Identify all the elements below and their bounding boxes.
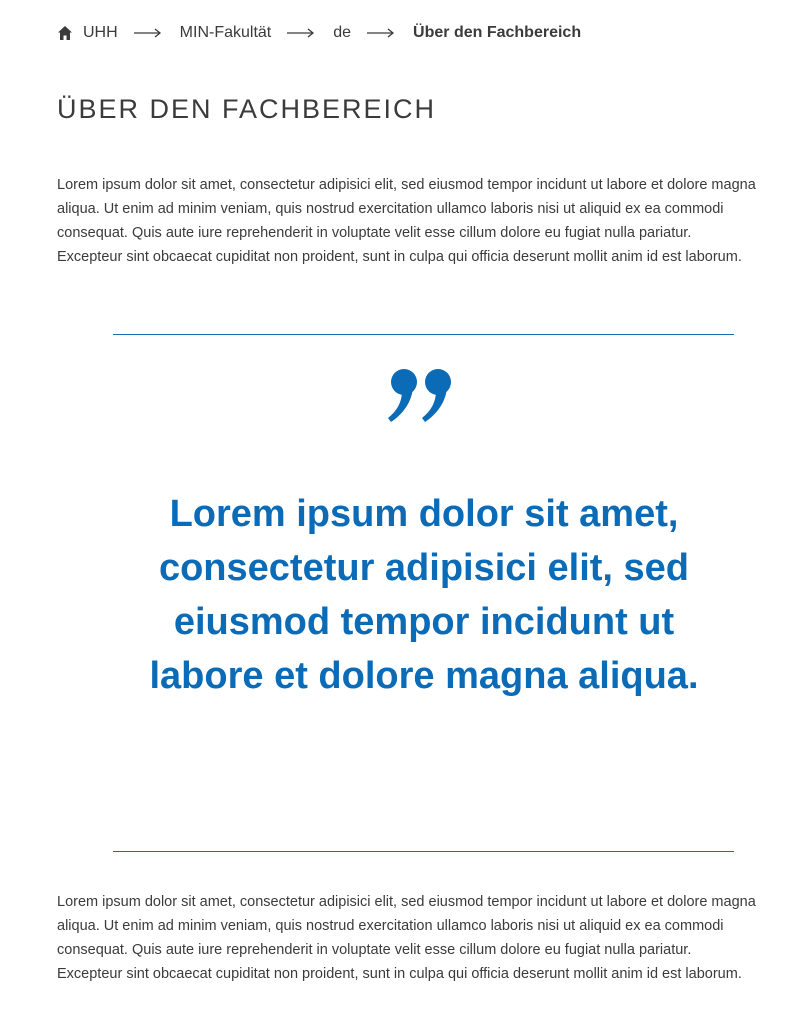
closing-quote-icon — [386, 366, 460, 424]
breadcrumb-current: Über den Fachbereich — [413, 24, 582, 41]
arrow-right-icon — [367, 28, 395, 38]
arrow-right-icon — [134, 28, 162, 38]
page-title: ÜBER DEN FACHBEREICH — [57, 94, 437, 124]
closing-paragraph: Lorem ipsum dolor sit amet, consectetur adipisici elit, sed eiusmod tempor incidunt ut labore et dolore magna aliqua. Ut enim ad minim veniam, quis nostrud exercitation ullamco laboris nisi ut aliquid ex ea commodi consequat. Quis aute iure reprehenderit in voluptate velit esse cillum dolore eu fugiat nulla pariatur. Excepteur sint obcaecat cupiditat non proident, sunt in culpa qui officia deserunt mollit anim id est laborum. — [57, 894, 756, 982]
breadcrumb-item-min-fakultaet[interactable]: MIN-Fakultät — [179, 24, 272, 41]
breadcrumb-item-de[interactable]: de — [333, 24, 352, 41]
breadcrumb — [57, 22, 581, 44]
quote-bottom-divider — [113, 851, 734, 852]
arrow-right-icon — [287, 28, 315, 38]
pull-quote-text: Lorem ipsum dolor sit amet, consectetur adipisici elit, sed eiusmod tempor incidunt ut labore et dolore magna aliqua. — [149, 493, 699, 697]
breadcrumb-item-uhh: UHH — [83, 24, 118, 41]
breadcrumb-home-link[interactable] — [57, 24, 118, 42]
home-icon — [57, 25, 73, 41]
intro-paragraph: Lorem ipsum dolor sit amet, consectetur adipisici elit, sed eiusmod tempor incidunt ut labore et dolore magna aliqua. Ut enim ad minim veniam, quis nostrud exercitation ullamco laboris nisi ut aliquid ex ea commodi consequat. Quis aute iure reprehenderit in voluptate velit esse cillum dolore eu fugiat nulla pariatur. Excepteur sint obcaecat cupiditat non proident, sunt in culpa qui officia deserunt mollit anim id est laborum. — [57, 177, 756, 265]
quote-top-divider — [113, 334, 734, 335]
